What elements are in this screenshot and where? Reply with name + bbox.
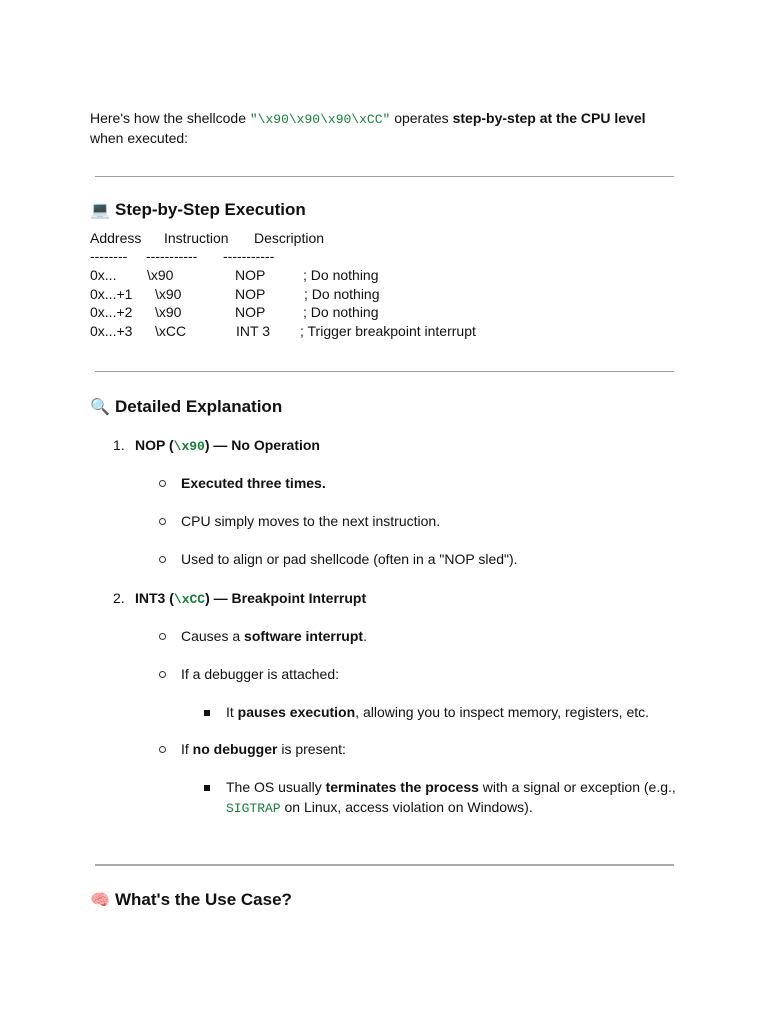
- list-subsubitem: The OS usually terminates the process with a signal or exception (e.g.,: [226, 779, 676, 795]
- laptop-icon: 💻: [90, 202, 110, 219]
- row-instruction: \x90: [147, 267, 174, 283]
- list-subitem: CPU simply moves to the next instruction.: [181, 513, 441, 529]
- dash-separator: -----------: [146, 248, 198, 264]
- circle-bullet-icon: [159, 518, 166, 525]
- list-subsubitem: It pauses execution, allowing you to inspect memory, registers, etc.: [226, 704, 650, 720]
- list-number: 2.: [113, 590, 125, 606]
- row-address: 0x...+1: [90, 286, 133, 302]
- shellcode-inline-code: "\x90\x90\x90\xCC": [249, 112, 391, 127]
- sigtrap-inline-code: SIGTRAP: [226, 801, 281, 816]
- row-mnemonic: NOP: [235, 267, 266, 283]
- list-subitem: Causes a software interrupt.: [181, 628, 367, 644]
- divider: [95, 371, 674, 372]
- circle-bullet-icon: [159, 480, 166, 487]
- list-subitem: If no debugger is present:: [181, 741, 346, 757]
- dash-separator: --------: [90, 248, 128, 264]
- row-mnemonic: NOP: [235, 286, 266, 302]
- divider: [95, 176, 674, 177]
- nop-inline-code: \x90: [173, 439, 205, 454]
- row-description: ; Trigger breakpoint interrupt: [300, 323, 476, 339]
- list-item-nop: NOP (\x90) — No Operation: [135, 437, 320, 454]
- row-address: 0x...: [90, 267, 117, 283]
- section-heading-execution: 💻 Step-by-Step Execution: [90, 199, 306, 222]
- list-item-int3: INT3 (\xCC) — Breakpoint Interrupt: [135, 590, 367, 607]
- int3-inline-code: \xCC: [173, 592, 206, 607]
- list-subsubitem-continued: SIGTRAP on Linux, access violation on Windows).: [226, 799, 533, 816]
- circle-bullet-icon: [159, 671, 166, 678]
- divider: [95, 864, 674, 866]
- row-address: 0x...+2: [90, 304, 133, 320]
- circle-bullet-icon: [159, 556, 166, 563]
- row-instruction: \x90: [155, 286, 182, 302]
- row-description: ; Do nothing: [303, 267, 379, 283]
- header-address: Address: [90, 230, 142, 246]
- row-instruction: \xCC: [155, 323, 187, 339]
- magnifier-icon: 🔍: [90, 399, 110, 416]
- header-instruction: Instruction: [164, 230, 229, 246]
- intro-line-2: when executed:: [90, 130, 189, 146]
- square-bullet-icon: [204, 785, 210, 791]
- row-description: ; Do nothing: [304, 286, 380, 302]
- brain-icon: 🧠: [90, 892, 110, 909]
- dash-separator: -----------: [223, 248, 275, 264]
- header-description: Description: [254, 230, 325, 246]
- list-subitem: Executed three times.: [181, 475, 326, 491]
- square-bullet-icon: [204, 710, 210, 716]
- row-description: ; Do nothing: [303, 304, 379, 320]
- section-heading-use-case: 🧠 What's the Use Case?: [90, 889, 292, 912]
- list-number: 1.: [113, 437, 125, 453]
- section-heading-explanation: 🔍 Detailed Explanation: [90, 396, 282, 419]
- circle-bullet-icon: [159, 633, 166, 640]
- row-address: 0x...+3: [90, 323, 133, 339]
- list-subitem: Used to align or pad shellcode (often in a "NOP sled").: [181, 551, 518, 567]
- intro-line-1: Here's how the shellcode "\x90\x90\x90\xCC" operates step-by-step at the CPU level: [90, 110, 646, 127]
- list-subitem: If a debugger is attached:: [181, 666, 339, 682]
- circle-bullet-icon: [159, 746, 166, 753]
- row-instruction: \x90: [155, 304, 182, 320]
- row-mnemonic: INT 3: [236, 323, 270, 339]
- row-mnemonic: NOP: [235, 304, 266, 320]
